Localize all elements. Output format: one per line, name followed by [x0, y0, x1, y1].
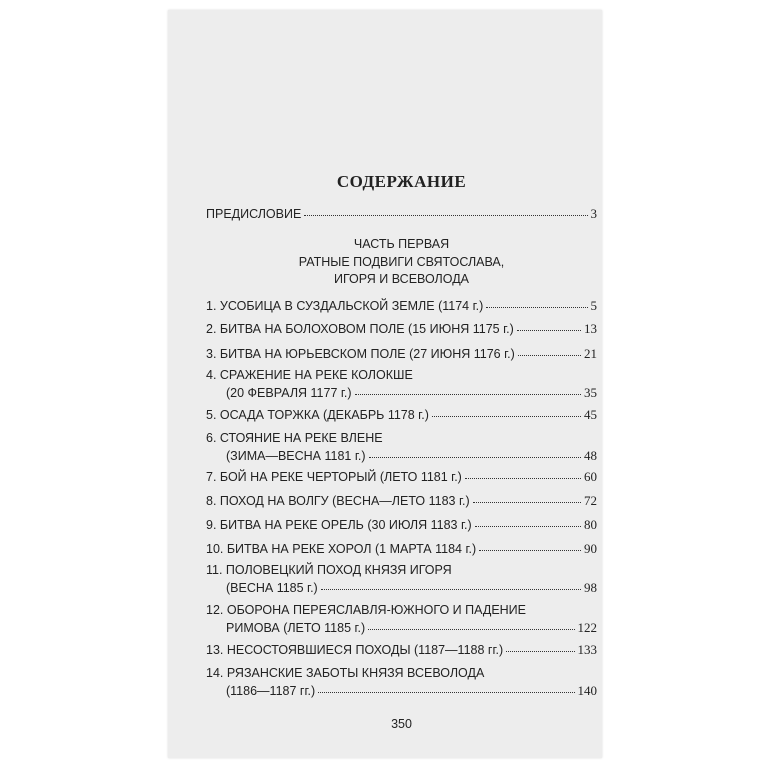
- toc-entry: [206, 406, 597, 424]
- toc-entry-page: 122: [577, 620, 597, 635]
- dot-leader: [517, 321, 581, 333]
- toc-entry: [206, 345, 597, 363]
- dot-leader: [518, 346, 581, 358]
- toc-entry-text-line1: 12. ОБОРОНА ПЕРЕЯСЛАВЛЯ-ЮЖНОГО И ПАДЕНИЕ: [206, 603, 527, 617]
- toc-entry-text: (ВЕСНА 1185 г.): [226, 581, 318, 595]
- dot-leader: [369, 448, 581, 460]
- toc-entry-text-line1: 14. РЯЗАНСКИЕ ЗАБОТЫ КНЯЗЯ ВСЕВОЛОДА: [206, 666, 485, 680]
- toc-entry-text: 2. БИТВА НА БОЛОХОВОМ ПОЛЕ (15 ИЮНЯ 1175 г.): [206, 322, 514, 336]
- dot-leader: [479, 541, 581, 553]
- toc-entry-text: (ЗИМА—ВЕСНА 1181 г.): [226, 449, 366, 463]
- toc-entry-text: ПРЕДИСЛОВИЕ: [206, 207, 302, 221]
- toc-entry-page: 45: [584, 407, 597, 422]
- toc-entry-preface: [206, 205, 597, 223]
- toc-entry-text: 8. ПОХОД НА ВОЛГУ (ВЕСНА—ЛЕТО 1183 г.): [206, 494, 470, 508]
- toc-entry-page: 140: [577, 683, 597, 698]
- toc-entry: [206, 430, 597, 465]
- toc-entry: [206, 602, 597, 637]
- toc-entry-page: 5: [590, 298, 597, 313]
- toc-entry-page: 13: [584, 321, 597, 336]
- toc-entry-page: 72: [584, 493, 597, 508]
- toc-entry-page: 80: [584, 517, 597, 532]
- toc-entry-page: 60: [584, 469, 597, 484]
- toc-entry-text-line1: 4. СРАЖЕНИЕ НА РЕКЕ КОЛОКШЕ: [206, 368, 413, 382]
- toc-entry-page: 21: [584, 346, 597, 361]
- toc-entry-page: 98: [584, 580, 597, 595]
- toc-entry: [206, 516, 597, 534]
- dot-leader: [355, 385, 581, 397]
- page-number: 350: [391, 717, 412, 731]
- dot-leader: [318, 683, 574, 695]
- dot-leader: [475, 517, 581, 529]
- toc-entry: [206, 540, 597, 558]
- toc-entry-text: 3. БИТВА НА ЮРЬЕВСКОМ ПОЛЕ (27 ИЮНЯ 1176 г.): [206, 347, 515, 361]
- dot-leader: [473, 493, 581, 505]
- toc-entry-text: 9. БИТВА НА РЕКЕ ОРЕЛЬ (30 ИЮЛЯ 1183 г.): [206, 518, 472, 532]
- toc-entry-text: 10. БИТВА НА РЕКЕ ХОРОЛ (1 МАРТА 1184 г.): [206, 542, 477, 556]
- dot-leader: [486, 298, 587, 310]
- toc-entry-text: (1186—1187 гг.): [226, 684, 316, 698]
- dot-leader: [506, 642, 574, 654]
- toc-entry: [206, 320, 597, 338]
- dot-leader: [368, 620, 574, 632]
- dot-leader: [304, 206, 587, 218]
- dot-leader: [321, 580, 581, 592]
- dot-leader: [465, 469, 581, 481]
- part-heading-line2: РАТНЫЕ ПОДВИГИ СВЯТОСЛАВА,: [298, 255, 505, 269]
- toc-entry-page: 90: [584, 541, 597, 556]
- toc-entry-text-line1: 11. ПОЛОВЕЦКИЙ ПОХОД КНЯЗЯ ИГОРЯ: [206, 563, 452, 577]
- part-heading-line1: ЧАСТЬ ПЕРВАЯ: [353, 237, 450, 251]
- toc-entry-text: 5. ОСАДА ТОРЖКА (ДЕКАБРЬ 1178 г.): [206, 408, 429, 422]
- dot-leader: [432, 407, 581, 419]
- toc-entry-page: 35: [584, 385, 597, 400]
- toc-entry: [206, 562, 597, 597]
- toc-entry-text: 1. УСОБИЦА В СУЗДАЛЬСКОЙ ЗЕМЛЕ (1174 г.): [206, 299, 484, 313]
- toc-entry: [206, 297, 597, 315]
- toc-entry-text-line1: 6. СТОЯНИЕ НА РЕКЕ ВЛЕНЕ: [206, 431, 383, 445]
- toc-entry-text: (20 ФЕВРАЛЯ 1177 г.): [226, 386, 352, 400]
- toc-entry-page: 133: [577, 642, 597, 657]
- toc-entry-page: 48: [584, 448, 597, 463]
- toc-entry-page: 3: [590, 206, 597, 221]
- toc-entry: [206, 665, 597, 700]
- toc-entry-text: 13. НЕСОСТОЯВШИЕСЯ ПОХОДЫ (1187—1188 гг.): [206, 643, 504, 657]
- part-heading-line3: ИГОРЯ И ВСЕВОЛОДА: [333, 272, 470, 286]
- toc-entry-text: 7. БОЙ НА РЕКЕ ЧЕРТОРЫЙ (ЛЕТО 1181 г.): [206, 470, 462, 484]
- toc-entry: [206, 492, 597, 510]
- toc-entry-text: РИМОВА (ЛЕТО 1185 г.): [226, 621, 366, 635]
- toc-entry: [206, 468, 597, 486]
- page-title: СОДЕРЖАНИЕ: [336, 172, 467, 191]
- toc-entry: [206, 367, 597, 402]
- toc-entry: [206, 641, 597, 659]
